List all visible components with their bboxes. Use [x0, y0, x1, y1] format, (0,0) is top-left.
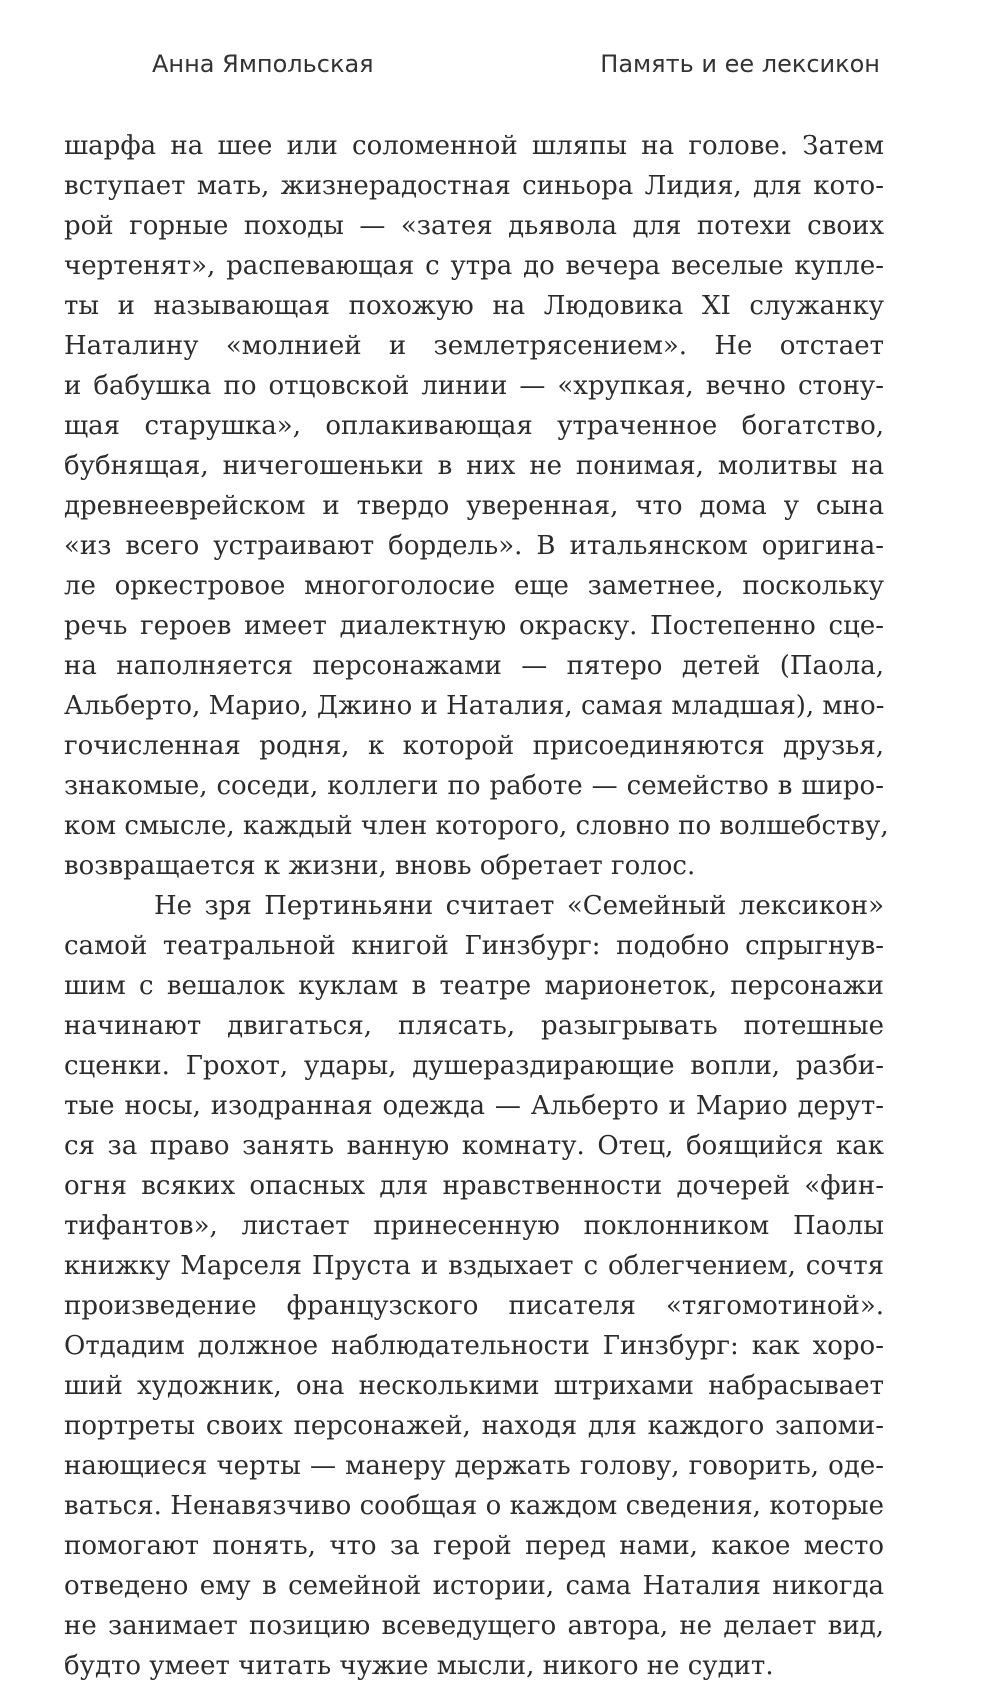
text-line: ле оркестровое многоголосие еще заметнее, поскольку — [64, 571, 884, 601]
text-line: помогают понять, что за герой перед нами, какое место — [64, 1531, 884, 1561]
text-line: Альберто, Марио, Джино и Наталия, самая младшая), мно- — [64, 691, 885, 721]
text-line: бубнящая, ничегошеньки в них не понимая, молитвы на — [64, 451, 884, 481]
text-line: сценки. Грохот, удары, душераздирающие вопли, разби- — [64, 1051, 884, 1081]
text-line: на наполняется персонажами — пятеро детей (Паола, — [64, 651, 884, 681]
text-line: шарфа на шее или соломенной шляпы на голове. Затем — [64, 131, 884, 161]
running-head-section-title: Память и ее лексикон — [600, 50, 880, 78]
text-line-indented: Не зря Пертиньяни считает «Семейный лексикон» — [154, 891, 884, 921]
running-head-author: Анна Ямпольская — [152, 50, 374, 78]
text-line: гочисленная родня, к которой присоединяются друзья, — [64, 731, 884, 761]
text-line: начинают двигаться, плясать, разыгрывать потешные — [64, 1011, 884, 1041]
text-line: щая старушка», оплакивающая утраченное богатство, — [64, 411, 884, 441]
text-line: древнееврейском и твердо уверенная, что дома у сына — [64, 491, 884, 521]
text-line: тифантов», листает принесенную поклонником Паолы — [64, 1211, 884, 1241]
text-line: тые носы, изодранная одежда — Альберто и Марио дерут- — [64, 1091, 884, 1121]
text-line: речь героев имеет диалектную окраску. Постепенно сце- — [64, 611, 884, 641]
text-line: не занимает позицию всеведущего автора, не делает вид, — [64, 1611, 884, 1641]
text-line: огня всяких опасных для нравственности дочерей «фин- — [64, 1171, 884, 1201]
text-line: чертенят», распевающая с утра до вечера веселые купле- — [64, 251, 884, 281]
body-text — [64, 126, 889, 1686]
text-line: Наталину «молнией и землетрясением». Не отстает — [64, 331, 884, 361]
text-line: ся за право занять ванную комнату. Отец, боящийся как — [64, 1131, 884, 1161]
text-line: нающиеся черты — манеру держать голову, говорить, оде- — [64, 1451, 884, 1481]
text-line: «из всего устраивают бордель». В итальянском оригина- — [64, 531, 884, 561]
text-line: ший художник, она несколькими штрихами набрасывает — [64, 1371, 884, 1401]
text-line: Отдадим должное наблюдательности Гинзбург: как хоро- — [64, 1331, 884, 1361]
running-head — [152, 50, 880, 86]
text-line: возвращается к жизни, вновь обретает голос. — [64, 851, 696, 881]
text-line: ты и называющая похожую на Людовика XI служанку — [64, 291, 884, 321]
text-line: вступает мать, жизнерадостная синьора Лидия, для кото- — [64, 171, 884, 201]
text-line: будто умеет читать чужие мысли, никого не судит. — [64, 1651, 774, 1681]
text-line: и бабушка по отцовской линии — «хрупкая, вечно стону- — [64, 371, 884, 401]
text-line: портреты своих персонажей, находя для каждого запоми- — [64, 1411, 884, 1441]
text-line: книжку Марселя Пруста и вздыхает с облегчением, сочтя — [64, 1251, 884, 1281]
paragraph-2 — [64, 886, 884, 1686]
text-line: ком смысле, каждый член которого, словно по волшебству, — [64, 811, 889, 841]
text-line: шим с вешалок куклам в театре марионеток, персонажи — [64, 971, 884, 1001]
text-line: рой горные походы — «затея дьявола для потехи своих — [64, 211, 884, 241]
text-line: произведение французского писателя «тягомотиной». — [64, 1291, 884, 1321]
text-line: знакомые, соседи, коллеги по работе — семейство в широ- — [64, 771, 884, 801]
text-line: ваться. Ненавязчиво сообщая о каждом сведения, которые — [64, 1491, 884, 1521]
text-line: самой театральной книгой Гинзбург: подобно спрыгнув- — [64, 931, 884, 961]
text-line: отведено ему в семейной истории, сама Наталия никогда — [64, 1571, 884, 1601]
paragraph-1 — [64, 126, 889, 886]
